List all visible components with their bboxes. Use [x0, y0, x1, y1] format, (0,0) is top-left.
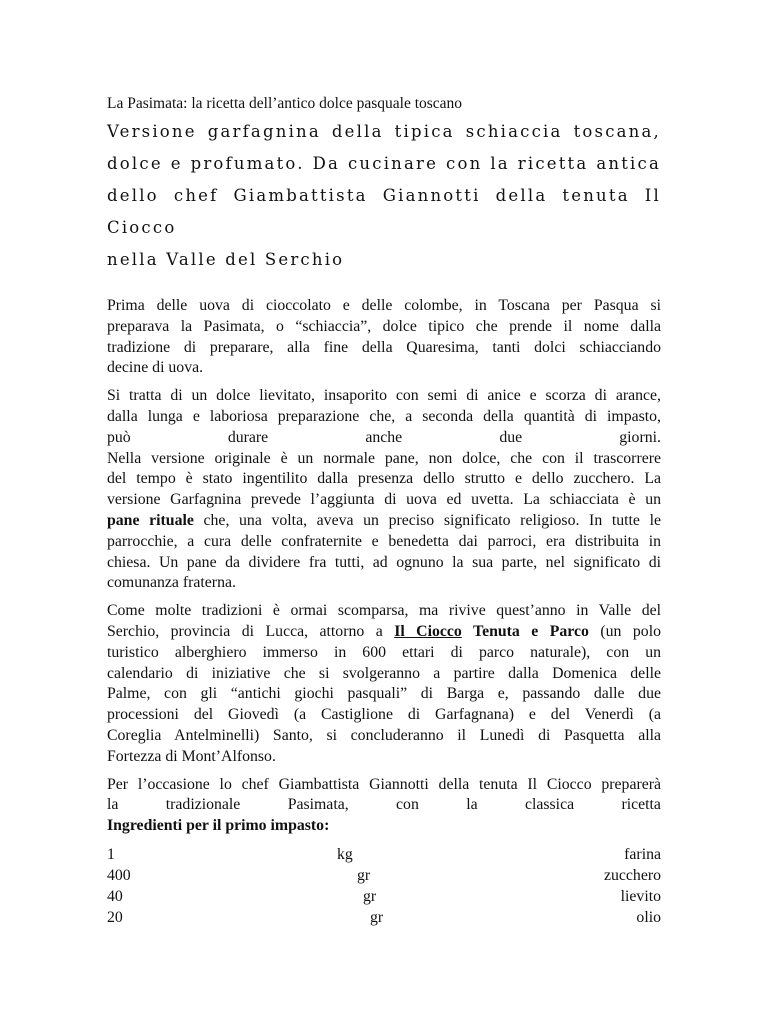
ingredient-unit: gr [357, 866, 371, 884]
ingredient-name: farina [624, 845, 661, 863]
word: può [107, 428, 131, 446]
text-line [107, 511, 661, 532]
ingredient-unit: gr [363, 887, 377, 905]
ingredients-heading: Ingredienti per il primo impasto: [107, 817, 330, 835]
subtitle-line: dolce e profumato. Da cucinare con la ricetta antica [107, 154, 661, 173]
word: anche [365, 428, 403, 446]
text-line [107, 622, 661, 643]
text-line: Palme, con gli “antichi giochi pasquali” di Barga e, passando dalle due [107, 685, 661, 703]
paragraph-description [107, 386, 661, 594]
ingredient-qty: 20 [107, 908, 123, 926]
word: Pasimata, [287, 796, 349, 814]
il-ciocco-link[interactable]: Il Ciocco [394, 622, 462, 640]
subtitle-line: nella Valle del Serchio [107, 250, 345, 269]
text-line [107, 428, 661, 449]
text-line: Prima delle uova di cioccolato e delle colombe, in Toscana per Pasqua si [107, 297, 661, 314]
bold-phrase: pane rituale [107, 511, 194, 529]
text-run: che, una volta, aveva un preciso significato religioso. In tutte le [193, 511, 661, 529]
ingredient-unit: kg [337, 845, 353, 863]
subtitle-line: dello chef Giambattista Giannotti della tenuta Il Ciocco [107, 186, 661, 237]
ingredient-unit: gr [370, 908, 384, 926]
paragraph-recipe [107, 775, 661, 837]
text-line: calendario di iniziative che si svolgeranno a partire dalla Domenica delle [107, 664, 661, 682]
text-line: tradizione di preparare, alla fine della Quaresima, tanti dolci schiacciando [107, 338, 661, 356]
ingredient-name: zucchero [603, 866, 661, 884]
article-body [107, 296, 661, 928]
text-line: del tempo è stato ingentilito dalla presenza dello strutto e dello zucchero. La [107, 470, 661, 488]
word: durare [227, 428, 269, 446]
paragraph-intro [107, 296, 661, 379]
page-title: La Pasimata: la ricetta dell’antico dolce pasquale toscano [107, 95, 463, 112]
text-line: versione Garfagnina prevede l’aggiunta di uova ed uvetta. La schiacciata è un [107, 491, 661, 509]
text-run: (un polo [588, 622, 661, 640]
ingredient-row [107, 865, 661, 886]
text-line: Si tratta di un dolce lievitato, insaporito con semi di anice e scorza di arance, [107, 387, 661, 405]
text-line: Nella versione originale è un normale pane, non dolce, che con il trascorrere [107, 449, 661, 467]
text-line: Come molte tradizioni è ormai scomparsa, ma rivive quest’anno in Valle del [107, 602, 661, 620]
word: ricetta [621, 796, 661, 814]
word: due [499, 428, 523, 446]
text-line: comunanza fraterna. [107, 574, 236, 592]
ingredients-list [107, 844, 661, 928]
text-line: Per l’occasione lo chef Giambattista Giannotti della tenuta Il Ciocco preparerà [107, 775, 661, 793]
ingredient-name: olio [636, 908, 661, 926]
text-line: dalla lunga e laboriosa preparazione che, a seconda della quantità di impasto, [107, 407, 661, 425]
text-line: preparava la Pasimata, o “schiaccia”, dolce tipico che prende il nome dalla [107, 317, 661, 335]
text-line: Fortezza di Mont’Alfonso. [107, 747, 276, 765]
ingredient-row [107, 907, 661, 928]
text-line: processioni del Giovedì (a Castiglione di Garfagnana) e del Venerdì (a [107, 706, 661, 724]
ingredient-row [107, 844, 661, 865]
subtitle-line: Versione garfagnina della tipica schiaccia toscana, [107, 122, 661, 141]
text-line: chiesa. Un pane da dividere fra tutti, ad ognuno la sua parte, nel significato di [107, 553, 661, 571]
ingredient-qty: 40 [107, 887, 123, 905]
word: la [466, 796, 478, 814]
text-line: parrocchie, a cura delle confraternite e benedetta dai parroci, era distribuita in [107, 532, 661, 550]
subtitle [107, 116, 661, 276]
ingredient-qty: 1 [107, 845, 115, 863]
ingredient-name: lievito [620, 887, 661, 905]
word: tradizionale [165, 796, 241, 814]
ingredient-row [107, 886, 661, 907]
ingredient-qty: 400 [107, 866, 131, 884]
word: la [107, 796, 119, 814]
paragraph-events [107, 601, 661, 767]
text-line: decine di uova. [107, 359, 204, 377]
word: classica [524, 796, 575, 814]
text-run: Serchio, provincia di Lucca, attorno a [107, 622, 395, 640]
bold-phrase: Tenuta e Parco [461, 622, 589, 640]
text-line [107, 795, 661, 816]
text-line: turistico alberghiero immerso in 600 ettari di parco naturale), con un [107, 643, 661, 661]
word: con [396, 796, 419, 814]
text-line: Coreglia Antelminelli) Santo, si concluderanno il Lunedì di Pasquetta alla [107, 726, 661, 744]
word: giorni. [619, 428, 661, 446]
document [107, 94, 661, 928]
